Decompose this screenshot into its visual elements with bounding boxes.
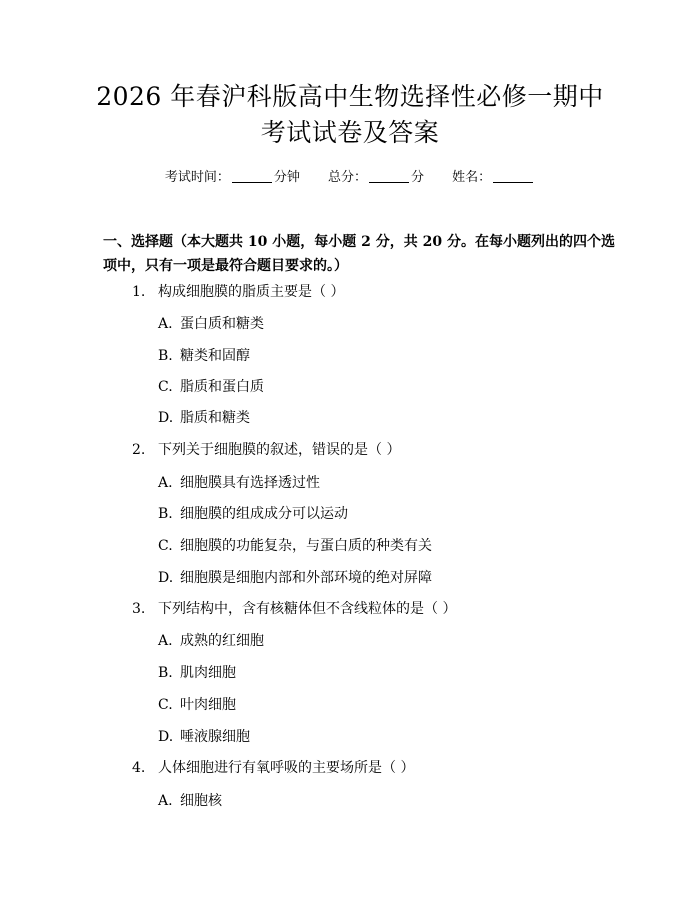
question-3-option-d <box>158 727 250 747</box>
option-text: 糖类和固醇 <box>180 348 250 364</box>
exam-title-line-2: 考试试卷及答案 <box>260 118 440 147</box>
option-text: 细胞膜的组成成分可以运动 <box>180 506 348 522</box>
question-4-option-a <box>158 791 222 811</box>
question-3-option-b <box>158 663 236 683</box>
option-text: 细胞膜具有选择透过性 <box>180 475 320 491</box>
question-2 <box>132 440 400 460</box>
question-1-option-d <box>158 408 250 428</box>
section-heading-line-2: 项中，只有一项是最符合题目要求的。） <box>103 258 348 274</box>
question-number: 2. <box>132 442 146 458</box>
exam-info-line <box>0 168 700 188</box>
option-text: 脂质和糖类 <box>180 410 250 426</box>
option-letter: B. <box>158 348 173 364</box>
question-2-option-b <box>158 504 348 524</box>
option-letter: C. <box>158 697 173 713</box>
question-number: 4. <box>132 760 146 776</box>
question-1 <box>132 282 344 302</box>
total-score-label: 总分： <box>327 170 367 185</box>
section-heading-line-1: 一、选择题（本大题共 10 小题，每小题 2 分，共 20 分。在每小题列出的四个选 <box>103 234 615 250</box>
option-letter: A. <box>158 793 173 809</box>
question-text: 下列结构中，含有核糖体但不含线粒体的是（ ） <box>158 601 457 617</box>
option-text: 细胞核 <box>180 793 222 809</box>
option-letter: B. <box>158 506 173 522</box>
question-4 <box>132 758 414 778</box>
exam-time-unit: 分钟 <box>273 170 300 185</box>
student-name-blank <box>493 168 533 183</box>
question-3-option-a <box>158 631 264 651</box>
question-text: 人体细胞进行有氧呼吸的主要场所是（ ） <box>158 760 415 776</box>
option-letter: B. <box>158 665 173 681</box>
exam-title-line-1: 2026 年春沪科版高中生物选择性必修一期中 <box>96 82 604 111</box>
option-letter: C. <box>158 538 173 554</box>
question-text: 下列关于细胞膜的叙述，错误的是（ ） <box>158 442 401 458</box>
question-number: 1. <box>132 284 146 300</box>
option-text: 细胞膜的功能复杂，与蛋白质的种类有关 <box>180 538 432 554</box>
question-1-option-a <box>158 314 264 334</box>
option-text: 成熟的红细胞 <box>180 633 264 649</box>
option-letter: A. <box>158 475 173 491</box>
option-letter: D. <box>158 570 174 586</box>
question-2-option-d <box>158 568 432 588</box>
student-name-field <box>452 168 535 188</box>
option-letter: D. <box>158 729 174 745</box>
question-1-option-c <box>158 377 264 397</box>
question-number: 3. <box>132 601 146 617</box>
question-2-option-c <box>158 536 432 556</box>
question-3-option-c <box>158 695 236 715</box>
total-score-unit: 分 <box>411 170 425 185</box>
question-2-option-a <box>158 473 320 493</box>
option-letter: A. <box>158 633 173 649</box>
option-text: 肌肉细胞 <box>180 665 236 681</box>
question-1-option-b <box>158 346 250 366</box>
question-3 <box>132 599 456 619</box>
option-letter: C. <box>158 379 173 395</box>
section-heading <box>103 230 623 278</box>
exam-time-field <box>165 168 300 188</box>
option-text: 脂质和蛋白质 <box>180 379 264 395</box>
option-text: 叶肉细胞 <box>180 697 236 713</box>
option-letter: A. <box>158 316 173 332</box>
total-score-field <box>328 168 424 188</box>
total-score-blank <box>369 168 409 183</box>
exam-time-label: 考试时间： <box>164 170 230 185</box>
option-text: 细胞膜是细胞内部和外部环境的绝对屏障 <box>180 570 432 586</box>
option-text: 蛋白质和糖类 <box>180 316 264 332</box>
option-letter: D. <box>158 410 174 426</box>
option-text: 唾液腺细胞 <box>180 729 250 745</box>
question-text: 构成细胞膜的脂质主要是（ ） <box>158 284 345 300</box>
exam-time-blank <box>232 168 272 183</box>
student-name-label: 姓名： <box>452 170 492 185</box>
